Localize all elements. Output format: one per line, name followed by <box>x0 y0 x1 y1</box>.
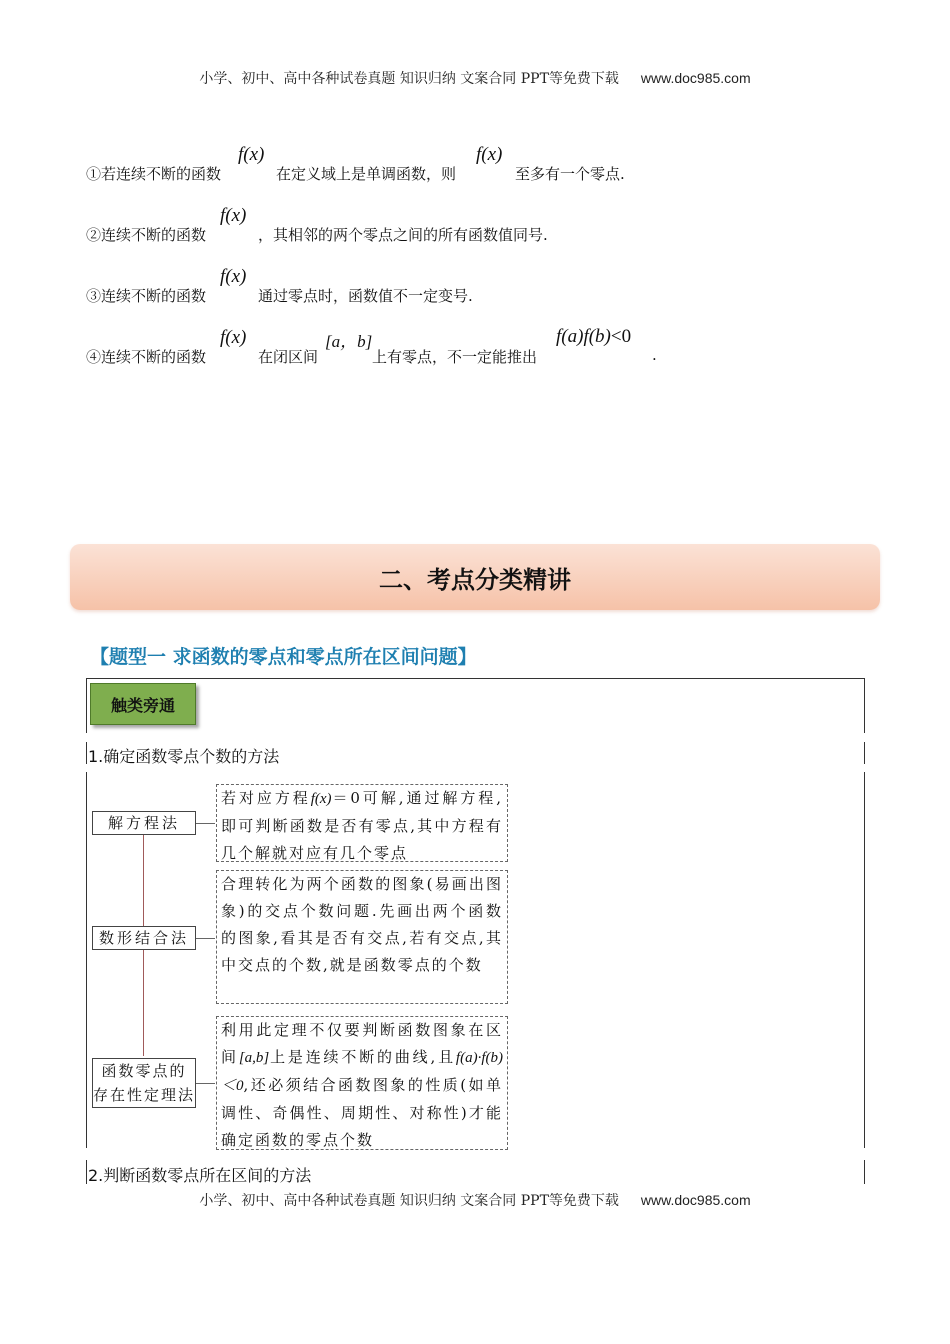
frame-left-rule-3 <box>86 772 87 1148</box>
note-4-fx: f(x) <box>220 327 247 348</box>
tip-tag: 触类旁通 <box>90 683 196 725</box>
note-3-fx: f(x) <box>220 266 247 287</box>
frame-top-rule <box>86 678 865 679</box>
method-3-desc-after: ,还必须结合函数图象的性质(如单调性、奇偶性、周期性、对称性)才能确定函数的零点个数 <box>221 1076 503 1149</box>
method-1-label: 解方程法 <box>92 811 196 835</box>
method-1-desc-after: ＝0可解,通过解方程,即可判断函数是否有零点,其中方程有几个解就对应有几个零点 <box>221 789 503 862</box>
method-3-desc-before: 利用此定理不仅要判断函数图象在区间 <box>221 1021 503 1066</box>
method-3-description <box>216 1016 508 1150</box>
note-1-fx2: f(x) <box>476 144 503 165</box>
connector-2 <box>195 938 215 939</box>
note-4-b: 在闭区间 <box>258 348 319 366</box>
ineq-a: (a) <box>561 326 584 347</box>
note-2-a: ②连续不断的函数 <box>86 226 207 244</box>
note-1-b: 在定义域上是单调函数，则 <box>276 165 457 183</box>
method-3-desc-interval: [a,b] <box>238 1050 270 1066</box>
note-4-c: 上有零点，不一定能推出 <box>372 348 538 366</box>
frame-left-rule-2 <box>86 742 87 764</box>
method-3-label <box>92 1058 196 1108</box>
frame-right-rule-1 <box>864 678 865 733</box>
method-1-desc-math: f(x) <box>310 791 332 807</box>
method-1-desc-before: 若对应方程 <box>221 789 311 807</box>
page-footer <box>0 1190 950 1210</box>
page-header <box>0 68 950 88</box>
connector-1 <box>195 823 215 824</box>
section-title: 二、考点分类精讲 <box>379 566 571 594</box>
ineq-f2: f <box>583 326 589 347</box>
connector-3 <box>195 1083 215 1084</box>
method-2-description: 合理转化为两个函数的图象(易画出图象)的交点个数问题.先画出两个函数的图象,看其是否有交点,若有交点,其中交点的个数,就是函数零点的个数 <box>216 870 508 1004</box>
note-4-a: ④连续不断的函数 <box>86 348 207 366</box>
header-text: 小学、初中、高中各种试卷真题 知识归纳 文案合同 PPT等免费下载 <box>199 71 619 87</box>
ineq-b: (b) <box>588 326 611 347</box>
note-4-interval: [a，b] <box>325 332 373 351</box>
frame-right-rule-3 <box>864 772 865 1148</box>
note-4-d: . <box>652 346 657 364</box>
note-4-inequality <box>556 326 631 348</box>
note-3-a: ③连续不断的函数 <box>86 287 207 305</box>
method-3-desc-ineq: f(a)·f(b)＜0 <box>221 1050 503 1094</box>
note-2-fx: f(x) <box>220 205 247 226</box>
footer-text: 小学、初中、高中各种试卷真题 知识归纳 文案合同 PPT等免费下载 <box>199 1193 619 1209</box>
subsection-2-title: 2.判断函数零点所在区间的方法 <box>88 1166 312 1185</box>
method-3-label-line2: 存在性定理法 <box>93 1086 196 1104</box>
note-1-a: ①若连续不断的函数 <box>86 165 222 183</box>
note-2-b: ，其相邻的两个零点之间的所有函数值同号. <box>258 226 548 244</box>
method-3-desc-mid: 上是连续不断的曲线,且 <box>269 1048 456 1066</box>
frame-left-rule-1 <box>86 678 87 733</box>
note-1-c: 至多有一个零点. <box>515 165 625 183</box>
note-3-b: 通过零点时，函数值不一定变号. <box>258 287 473 305</box>
frame-right-rule-2 <box>864 742 865 764</box>
method-3-label-line1: 函数零点的 <box>101 1062 187 1080</box>
method-1-description <box>216 784 508 862</box>
method-2-label: 数形结合法 <box>92 926 196 950</box>
question-type-title: 【题型一 求函数的零点和零点所在区间问题】 <box>90 646 477 668</box>
header-url[interactable]: www.doc985.com <box>640 70 751 86</box>
frame-left-rule-4 <box>86 1160 87 1184</box>
frame-right-rule-4 <box>864 1160 865 1184</box>
ineq-f1: f <box>556 326 562 347</box>
subsection-1-title: 1.确定函数零点个数的方法 <box>88 747 280 766</box>
ineq-rel: <0 <box>610 326 632 347</box>
note-1-fx: f(x) <box>238 144 265 165</box>
footer-url[interactable]: www.doc985.com <box>640 1192 751 1208</box>
